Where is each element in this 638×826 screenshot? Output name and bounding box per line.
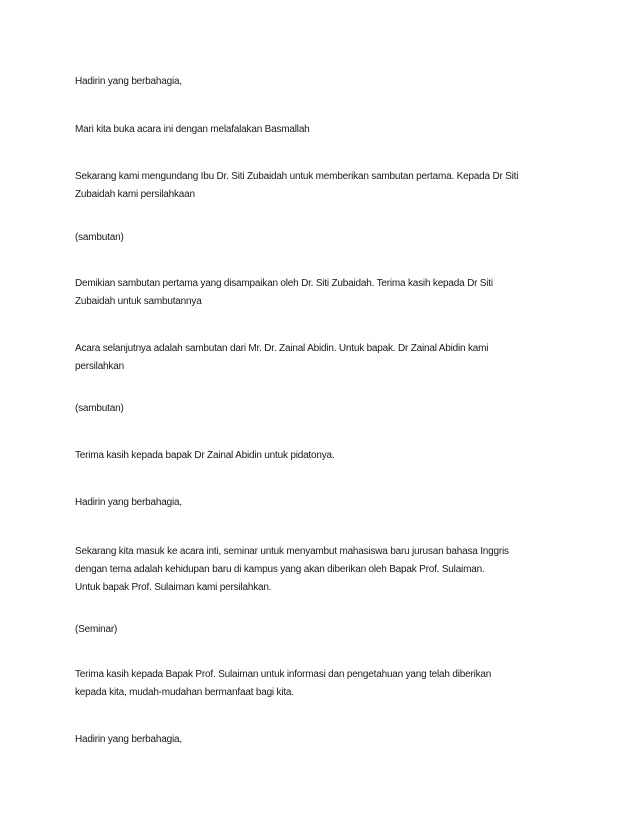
paragraph-line: persilahkan [75, 361, 124, 372]
paragraph-line: Hadirin yang berbahagia, [75, 734, 182, 745]
paragraph-line: Untuk bapak Prof. Sulaiman kami persilahkan. [75, 582, 272, 593]
paragraph-thanks-siti-zubaidah [75, 275, 575, 311]
paragraph-thanks-sulaiman [75, 666, 575, 702]
paragraph-line: Terima kasih kepada Bapak Prof. Sulaiman untuk informasi dan pengetahuan yang telah diberikan [75, 669, 492, 680]
paragraph-seminar-intro [75, 543, 575, 597]
paragraph-invite-siti-zubaidah [75, 168, 575, 204]
paragraph-line: (sambutan) [75, 403, 124, 414]
paragraph-basmallah [75, 121, 575, 139]
paragraph-greeting-2 [75, 494, 575, 512]
paragraph-line: Terima kasih kepada bapak Dr Zainal Abidin untuk pidatonya. [75, 450, 335, 461]
paragraph-line: (sambutan) [75, 232, 124, 243]
paragraph-line: Demikian sambutan pertama yang disampaikan oleh Dr. Siti Zubaidah. Terima kasih kepada Dr Siti [75, 278, 493, 289]
paragraph-invite-zainal-abidin [75, 340, 575, 376]
paragraph-greeting-1 [75, 73, 575, 91]
paragraph-line: (Seminar) [75, 624, 118, 635]
paragraph-line: Sekarang kita masuk ke acara inti, seminar untuk menyambut mahasiswa baru jurusan bahasa Inggris [75, 546, 509, 557]
paragraph-line: Mari kita buka acara ini dengan melafalakan Basmallah [75, 124, 310, 135]
paragraph-line: Hadirin yang berbahagia, [75, 76, 182, 87]
paragraph-line: Acara selanjutnya adalah sambutan dari Mr. Dr. Zainal Abidin. Untuk bapak. Dr Zainal Abidin kami [75, 343, 489, 354]
paragraph-line: Zubaidah kami persilahkaan [75, 189, 195, 200]
paragraph-line: Hadirin yang berbahagia, [75, 497, 182, 508]
paragraph-seminar [75, 621, 575, 639]
paragraph-line: dengan tema adalah kehidupan baru di kampus yang akan diberikan oleh Bapak Prof. Sulaiman. [75, 564, 485, 575]
paragraph-sambutan-1 [75, 229, 575, 247]
paragraph-sambutan-2 [75, 400, 575, 418]
paragraph-thanks-zainal-abidin [75, 447, 575, 465]
paragraph-line: kepada kita, mudah-mudahan bermanfaat bagi kita. [75, 687, 294, 698]
paragraph-greeting-3 [75, 731, 575, 749]
paragraph-line: Sekarang kami mengundang Ibu Dr. Siti Zubaidah untuk memberikan sambutan pertama. Kepada Dr Siti [75, 171, 519, 182]
paragraph-line: Zubaidah untuk sambutannya [75, 296, 202, 307]
